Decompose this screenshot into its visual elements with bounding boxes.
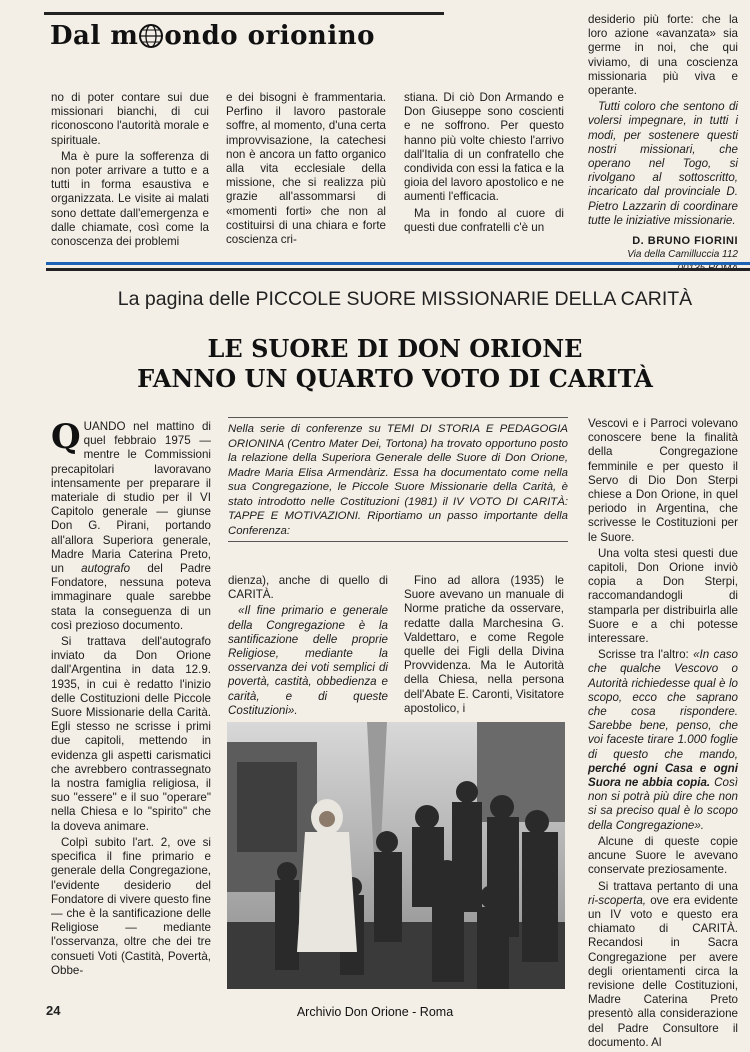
masthead-suffix: ondo orionino bbox=[164, 21, 375, 51]
paragraph: «Il fine primario e generale della Congregazione è la santificazione delle proprie Religiose, mediante la osservanza dei voti semplici di povertà, castità, obbedienza e carità, e di queste Costituzioni». bbox=[228, 604, 388, 717]
top-column-4 bbox=[588, 13, 738, 277]
paragraph: Una volta stesi questi due capitoli, Don Orione inviò copia a Don Sterpi, raccomandandogli di stamparla per distribuirla alle Suore e a chi potesse interessare. bbox=[588, 546, 738, 646]
globe-icon bbox=[138, 23, 164, 49]
top-column-2 bbox=[226, 91, 386, 249]
archive-footer: Archivio Don Orione - Roma bbox=[296, 1005, 454, 1019]
text-run: autografo bbox=[81, 562, 131, 576]
paragraph: Ma è pure la sofferenza di non poter arrivare a tutto e a tutti in forma esaustiva e organizzata. Le visite ai malati sono dettate dall'emergenza e dalle chiamate, così come la conoscenza dei problemi bbox=[51, 149, 209, 249]
headline bbox=[60, 334, 730, 394]
section-heading: La pagina delle PICCOLE SUORE MISSIONARIE DELLA CARITÀ bbox=[117, 288, 693, 310]
divider-black bbox=[46, 268, 750, 271]
paragraph: Vescovi e i Parroci volevano conoscere bene la finalità della Congregazione femminile e per questo il Servo di Dio Don Sterpi chiese a Don Orione, in quel periodo in Argentina, che scrivesse le Costituzioni per le Suore. bbox=[588, 417, 738, 544]
paragraph bbox=[588, 880, 738, 1050]
paragraph: Ma in fondo al cuore di questi due confratelli c'è un bbox=[404, 206, 564, 234]
paragraph: Fino ad allora (1935) le Suore avevano un manuale di Norme pratiche da osservare, redatte dalla Marchesina G. Valdettaro, e come Regole quelle dei Figli della Divina Provvidenza. Ma le Autorità della Chiesa, nella persona dell'Abate E. Caronti, Visitatore apostolico, i bbox=[404, 574, 564, 715]
address-line: Via della Camilluccia 112 bbox=[627, 249, 738, 261]
text-run: UANDO nel mattino di quel febbraio 1975 — mentre le Commissioni precapitolari lavoravano intensamente per preparare il materiale di studio per il VI Capitolo generale — giunse Don G. Pirani, portando all'allora Superiora generale, Madre Maria Caterina Preto, un bbox=[51, 420, 211, 576]
top-column-1 bbox=[51, 91, 209, 251]
photo-image bbox=[227, 722, 565, 989]
body-column-2 bbox=[228, 574, 388, 720]
drop-cap: Q bbox=[51, 417, 81, 457]
paragraph: stiana. Di ciò Don Armando e Don Giuseppe sono coscienti e ne soffrono. Per questo hanno più volte chiesto l'arrivo dall'Italia di un confratello che condivida con essi la fatica e la gioia del lavoro apostolico e ne aumenti l'efficacia. bbox=[404, 91, 564, 204]
text-run: Scrisse tra l'altro: bbox=[598, 648, 694, 662]
text-run: «In caso che qualche Vescovo o Autorità richiedesse qual è lo scopo, ecco che saprano che cosa rispondere. Sarebbe bene, penso, che voi faceste tirare 1.000 foglie di questo che mando, bbox=[588, 648, 739, 761]
paragraph bbox=[51, 417, 211, 633]
paragraph: Si trattava dell'autografo inviato da Don Orione dall'Argentina in data 12.9. 1935, in cui è redatto l'inizio delle Costituzioni delle Piccole Suore Missionarie della Carità. Egli stesso ne scrisse i primi due capitoli, mettendo in evidenza gli aspetti carismatici che avrebbero contrassegnato la nostra famiglia religiosa, il suo "essere" e il suo "operare" nella Chiesa e lo "spirito" che la doveva animare. bbox=[51, 635, 211, 833]
paragraph: desiderio più forte: che la loro azione «avanzata» sia germe in noi, che qui viviamo, di una coscienza missionaria più viva e operante. bbox=[588, 13, 738, 98]
text-run: ri-scoperta, bbox=[588, 893, 646, 907]
masthead-title bbox=[50, 21, 375, 51]
paragraph: no di poter contare sui due missionari bianchi, di cui riconoscono l'autorità morale e spirituale. bbox=[51, 91, 209, 147]
paragraph: Tutti coloro che sentono di volersi impegnare, in tutti i modi, per sostenere questi nostri missionari, che operano nel Togo, si rivolgano al sottoscritto, incaricato dal provinciale D. Pietro Lazzarin di coordinare tutte le iniziative missionarie. bbox=[588, 100, 738, 227]
headline-line-1: LE SUORE DI DON ORIONE bbox=[207, 334, 583, 363]
paragraph: e dei bisogni è frammentaria. Perfino il lavoro pastorale soffre, al momento, d'una certa improvvisazione, la catechesi non è ancora un fatto organico alla vita ecclesiale della missione, che si realizza più grazie all'assommarsi di «momenti forti» che non al costituirsi di una chiara e forte coscienza cri- bbox=[226, 91, 386, 247]
body-column-4 bbox=[588, 417, 738, 1052]
signature: D. BRUNO FIORINI bbox=[632, 235, 738, 248]
top-column-3 bbox=[404, 91, 564, 237]
paragraph bbox=[588, 648, 738, 833]
intro-box: Nella serie di conferenze su TEMI DI STORIA E PEDAGOGIA ORIONINA (Centro Mater Dei, Tortona) ha trovato opportuno posto la relazione della Superiora Generale delle Suore di Don Orione, Madre Maria Elisa Armendàriz. Essa ha documentato come nella sua Congregazione, le Piccole Suore Missionarie della Carità, è stato introdotto nelle Costituzioni (1981) il IV VOTO DI CARITÀ: TAPPE E MOTIVAZIONI. Riportiamo un passo importante della Conferenza: bbox=[228, 417, 568, 542]
paragraph: Alcune di queste copie ancune Suore le avevano conservate preziosamente. bbox=[588, 834, 738, 877]
text-run: perché ogni Casa e ogni Suora ne abbia copia. bbox=[588, 761, 738, 790]
page-number: 24 bbox=[46, 1003, 61, 1018]
body-column-3 bbox=[404, 574, 564, 718]
divider-blue bbox=[46, 262, 750, 265]
masthead bbox=[44, 12, 444, 55]
headline-line-2: FANNO UN QUARTO VOTO DI CARITÀ bbox=[137, 364, 653, 393]
text-run: Si trattava pertanto di una bbox=[598, 879, 738, 893]
paragraph: Colpì subito l'art. 2, ove si specifica il fine primario e generale della Congregazione, l'evidente desiderio del Fondatore di vivere questo fine — che è la santificazione delle Religiose — mediante l'osservanza, oltre che dei tre consueti Voti (Castità, Povertà, Obbe- bbox=[51, 835, 211, 977]
paragraph: dienza), anche di quello di CARITÀ. bbox=[228, 574, 388, 602]
photo-sister-with-children bbox=[227, 722, 565, 989]
text-run: ove era evidente un IV voto e questo era chiamato di CARITÀ. Recandosi in Sacra Congregazione per avere degli orientamenti circa la revisione delle Costituzioni, Madre Caterina Preto presentò alla considerazione del Padre Consultore il documento. Al bbox=[588, 893, 738, 1049]
body-column-1 bbox=[51, 417, 211, 980]
masthead-prefix: Dal m bbox=[50, 21, 139, 51]
text-run: del Padre Fondatore, nessuna poteva immaginare quale sarebbe stata la conseguenza di un così prezioso documento. bbox=[51, 562, 211, 632]
text-run: Così non si potrà più dire che non si sa preciso qual è lo scopo della Congregazione». bbox=[588, 776, 738, 832]
